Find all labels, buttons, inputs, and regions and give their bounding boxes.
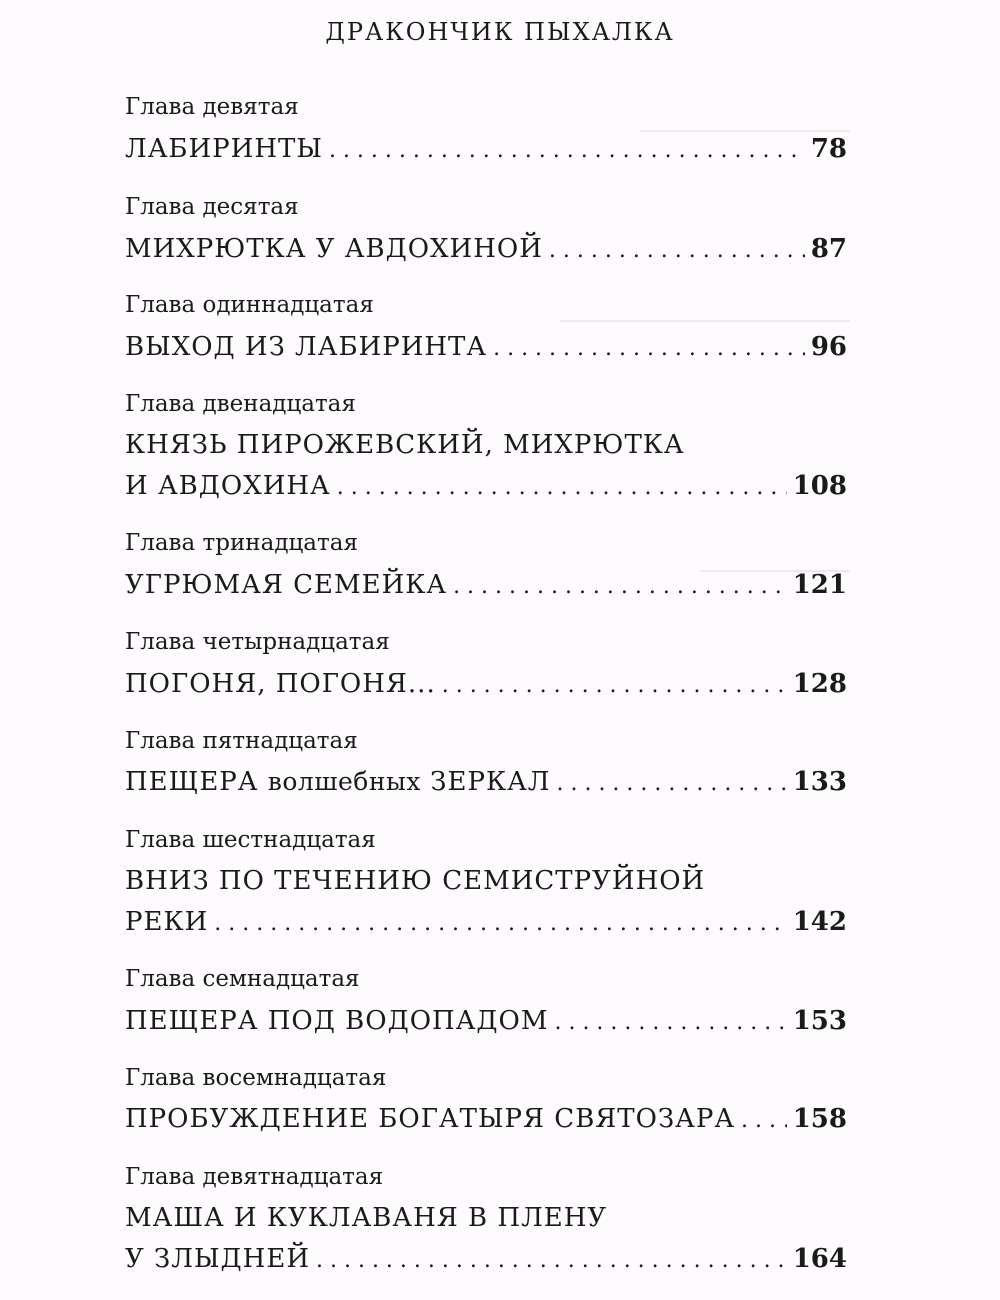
toc-entry[interactable] xyxy=(125,230,847,268)
toc-entry[interactable] xyxy=(125,1100,847,1138)
toc-title-part: волшебных xyxy=(267,767,422,796)
toc-page-number: 96 xyxy=(810,332,847,362)
dot-leader xyxy=(493,330,805,368)
toc-entry[interactable] xyxy=(125,862,847,900)
toc-page-number: 108 xyxy=(792,471,847,501)
show-through-decoration xyxy=(560,290,850,322)
toc-chapter-label: Глава двенадцатая xyxy=(125,391,356,417)
toc-chapter-label: Глава семнадцатая xyxy=(125,966,360,992)
toc-page-number: 158 xyxy=(792,1104,847,1134)
toc-page-number: 142 xyxy=(792,907,847,937)
toc-title: МИХРЮТКА У АВДОХИНОЙ xyxy=(125,234,543,264)
show-through-decoration xyxy=(640,100,850,132)
toc-title: У ЗЛЫДНЕЙ xyxy=(125,1244,310,1274)
toc-entry[interactable] xyxy=(125,467,847,505)
dot-leader xyxy=(214,905,786,943)
toc-page-number: 133 xyxy=(792,767,847,797)
toc-title: ВЫХОД ИЗ ЛАБИРИНТА xyxy=(125,332,488,362)
toc-title: РЕКИ xyxy=(125,907,209,937)
toc-chapter-label: Глава шестнадцатая xyxy=(125,827,376,853)
toc-entry[interactable] xyxy=(125,130,847,168)
toc-page-number: 121 xyxy=(792,570,847,600)
dot-leader xyxy=(554,1004,786,1042)
toc-title: ЛАБИРИНТЫ xyxy=(125,134,323,164)
toc-chapter-label: Глава четырнадцатая xyxy=(125,629,390,655)
dot-leader xyxy=(329,132,805,170)
toc-chapter-label: Глава тринадцатая xyxy=(125,530,358,556)
toc-entry[interactable] xyxy=(125,665,847,703)
toc-title: ПЕЩЕРА ПОД ВОДОПАДОМ xyxy=(125,1006,549,1036)
dot-leader xyxy=(549,232,805,270)
toc-chapter-label: Глава пятнадцатая xyxy=(125,728,358,754)
toc-title-part: ЗЕРКАЛ xyxy=(430,767,551,797)
toc-title-part: ПЕЩЕРА xyxy=(125,767,259,797)
toc-chapter-label: Глава восемнадцатая xyxy=(125,1065,387,1091)
toc-entry[interactable] xyxy=(125,903,847,941)
toc-title: МАША И КУКЛАВАНЯ В ПЛЕНУ xyxy=(125,1203,608,1233)
dot-leader xyxy=(316,1242,787,1280)
toc-title xyxy=(125,763,550,801)
toc-title: КНЯЗЬ ПИРОЖЕВСКИЙ, МИХРЮТКА xyxy=(125,430,685,460)
toc-page-number: 78 xyxy=(810,134,847,164)
dot-leader xyxy=(337,469,787,507)
toc-page-number: 153 xyxy=(792,1006,847,1036)
toc-page-number: 164 xyxy=(792,1244,847,1274)
dot-leader xyxy=(741,1102,787,1140)
toc-entry[interactable] xyxy=(125,1240,847,1278)
toc-page-number: 128 xyxy=(792,669,847,699)
toc-page-number: 87 xyxy=(810,234,847,264)
toc-chapter-label: Глава одиннадцатая xyxy=(125,292,374,318)
toc-entry[interactable] xyxy=(125,1002,847,1040)
toc-chapter-label: Глава десятая xyxy=(125,194,299,220)
toc-title: ВНИЗ ПО ТЕЧЕНИЮ СЕМИСТРУЙНОЙ xyxy=(125,866,706,896)
toc-title: ПРОБУЖДЕНИЕ БОГАТЫРЯ СВЯТОЗАРА xyxy=(125,1104,736,1134)
toc-title: И АВДОХИНА xyxy=(125,471,331,501)
toc-entry[interactable] xyxy=(125,566,847,604)
toc-chapter-label: Глава девятнадцатая xyxy=(125,1164,384,1190)
toc-entry[interactable] xyxy=(125,763,847,801)
dot-leader xyxy=(453,568,787,606)
toc-title: ПОГОНЯ, ПОГОНЯ... xyxy=(125,669,436,699)
dot-leader xyxy=(556,765,786,803)
toc-entry[interactable] xyxy=(125,1199,847,1237)
dot-leader xyxy=(442,667,787,705)
toc-entry[interactable] xyxy=(125,328,847,366)
toc-title: УГРЮМАЯ СЕМЕЙКА xyxy=(125,570,448,600)
toc-entry[interactable] xyxy=(125,426,847,464)
toc-chapter-label: Глава девятая xyxy=(125,94,299,120)
page-header: ДРАКОНЧИК ПЫХАЛКА xyxy=(325,18,675,46)
